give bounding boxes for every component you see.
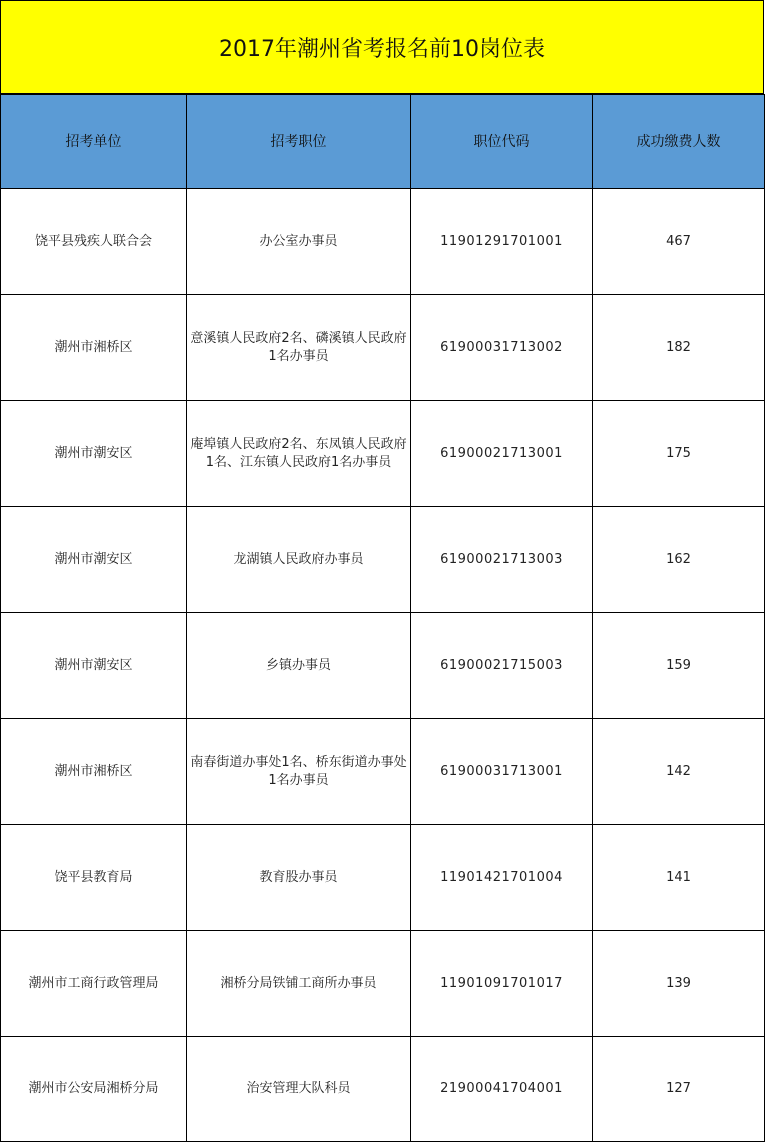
table-row xyxy=(1,507,765,613)
cell-unit: 潮州市潮安区 xyxy=(1,613,187,719)
cell-position: 庵埠镇人民政府2名、东凤镇人民政府1名、江东镇人民政府1名办事员 xyxy=(187,401,411,507)
cell-position: 教育股办事员 xyxy=(187,825,411,931)
header-unit: 招考单位 xyxy=(1,95,187,189)
table-row xyxy=(1,295,765,401)
cell-code: 11901091701017 xyxy=(411,931,593,1037)
cell-position: 意溪镇人民政府2名、磷溪镇人民政府1名办事员 xyxy=(187,295,411,401)
cell-unit: 潮州市潮安区 xyxy=(1,507,187,613)
table-row xyxy=(1,719,765,825)
cell-count: 127 xyxy=(593,1037,765,1142)
cell-code: 61900021713001 xyxy=(411,401,593,507)
cell-code: 61900031713002 xyxy=(411,295,593,401)
header-row xyxy=(1,95,765,189)
cell-code: 61900031713001 xyxy=(411,719,593,825)
table-row xyxy=(1,401,765,507)
cell-code: 21900041704001 xyxy=(411,1037,593,1142)
table-row xyxy=(1,931,765,1037)
cell-count: 182 xyxy=(593,295,765,401)
table-row xyxy=(1,1037,765,1142)
cell-code: 61900021713003 xyxy=(411,507,593,613)
cell-count: 159 xyxy=(593,613,765,719)
cell-unit: 潮州市公安局湘桥分局 xyxy=(1,1037,187,1142)
cell-count: 467 xyxy=(593,189,765,295)
cell-position: 办公室办事员 xyxy=(187,189,411,295)
header-count: 成功缴费人数 xyxy=(593,95,765,189)
cell-count: 175 xyxy=(593,401,765,507)
cell-unit: 潮州市湘桥区 xyxy=(1,719,187,825)
cell-position: 湘桥分局铁铺工商所办事员 xyxy=(187,931,411,1037)
cell-position: 治安管理大队科员 xyxy=(187,1037,411,1142)
cell-position: 龙湖镇人民政府办事员 xyxy=(187,507,411,613)
cell-code: 61900021715003 xyxy=(411,613,593,719)
table-row xyxy=(1,825,765,931)
cell-unit: 饶平县残疾人联合会 xyxy=(1,189,187,295)
cell-count: 162 xyxy=(593,507,765,613)
cell-position: 南春街道办事处1名、桥东街道办事处1名办事员 xyxy=(187,719,411,825)
cell-unit: 潮州市潮安区 xyxy=(1,401,187,507)
cell-unit: 潮州市湘桥区 xyxy=(1,295,187,401)
table-row xyxy=(1,613,765,719)
cell-position: 乡镇办事员 xyxy=(187,613,411,719)
cell-unit: 潮州市工商行政管理局 xyxy=(1,931,187,1037)
cell-code: 11901291701001 xyxy=(411,189,593,295)
positions-table xyxy=(0,94,765,1142)
cell-code: 11901421701004 xyxy=(411,825,593,931)
header-position: 招考职位 xyxy=(187,95,411,189)
cell-unit: 饶平县教育局 xyxy=(1,825,187,931)
cell-count: 142 xyxy=(593,719,765,825)
cell-count: 139 xyxy=(593,931,765,1037)
table-title: 2017年潮州省考报名前10岗位表 xyxy=(0,0,764,94)
table-row xyxy=(1,189,765,295)
header-code: 职位代码 xyxy=(411,95,593,189)
cell-count: 141 xyxy=(593,825,765,931)
